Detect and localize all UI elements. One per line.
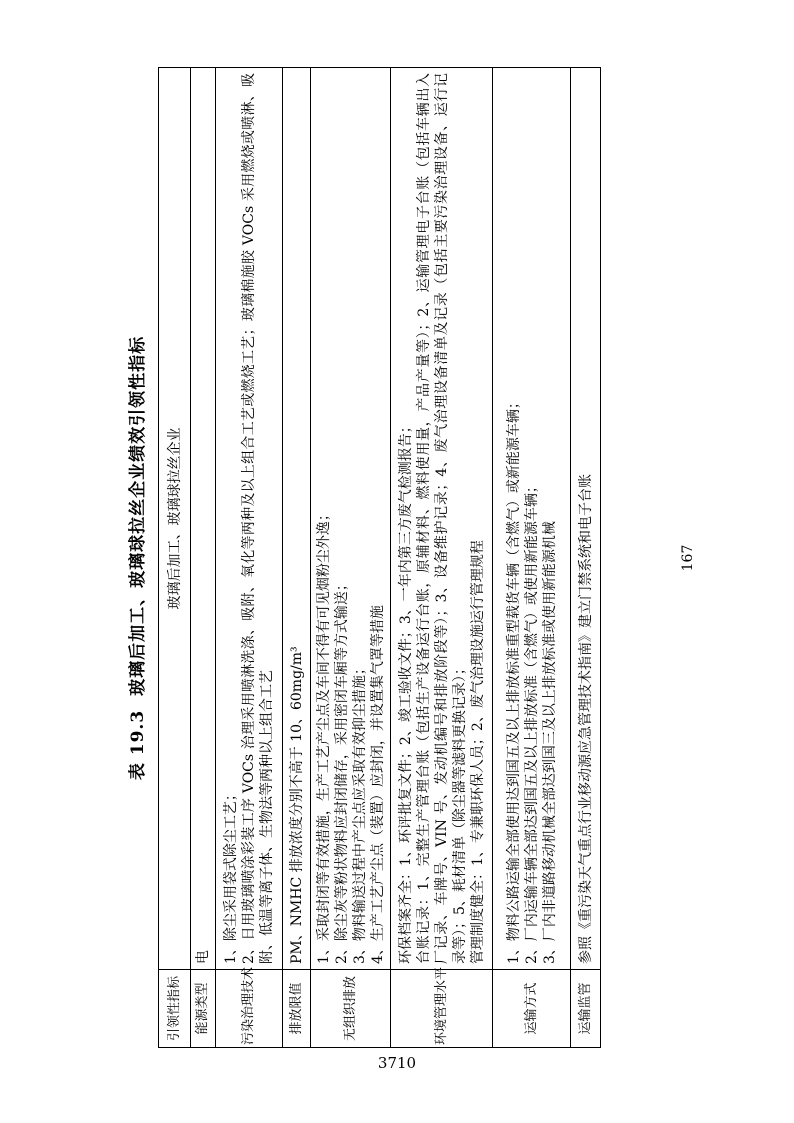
content-line: 参照《重污染天气重点行业移动源应急管理技术指南》建立门禁系统和电子台账 bbox=[577, 474, 594, 964]
content-line: 2、日用玻璃喷涂彩装工序 VOCs 治理采用喷淋洗涤、吸附、氧化等两种及以上组合工艺或燃烧工艺；玻璃棉施胶 VOCs 采用燃烧或喷淋、吸 bbox=[241, 73, 257, 964]
header-indicator: 引领性指标 bbox=[159, 970, 191, 1048]
row-label: 污染治理技术 bbox=[216, 970, 283, 1048]
content-line: 台账记录：1、完整生产管理台账（包括生产设备运行台账，原辅材料、燃料使用量，产品产量等）；2、运输管理电子台账（包括车辆出入 bbox=[415, 73, 432, 964]
content-line: 3、厂内非道路移动机械全部达到国三及以上排放标准或使用新能源机械 bbox=[541, 521, 558, 964]
row-label: 排放限值 bbox=[283, 970, 311, 1048]
row-environmental-management bbox=[391, 68, 493, 1048]
indicator-table bbox=[158, 67, 601, 1048]
content-line: 1、采取封闭等有效措施，生产工艺产尘点及车间不得有可见烟粉尘外逸； bbox=[315, 507, 332, 964]
content-line: 环保档案齐全：1、环评批复文件；2、竣工验收文件；3、一年内第三方废气检测报告； bbox=[397, 419, 414, 964]
content-line: 厂记录、车牌号、VIN 号、发动机编号和排放阶段等）；3、设备维护记录；4、废气治理设备清单及记录（包括主要污染治理设备、运行记 bbox=[433, 73, 450, 964]
row-content bbox=[311, 68, 391, 970]
row-label: 环境管理水平 bbox=[391, 970, 493, 1048]
table-number: 表 19.3 bbox=[128, 709, 148, 781]
content-line: 3、物料输送过程中产尘点应采取有效抑尘措施； bbox=[351, 661, 368, 964]
row-label: 无组织排放 bbox=[311, 970, 391, 1048]
row-label: 运输监管 bbox=[571, 970, 601, 1048]
content-line: 附、低温等离子体、生物法等两种以上组合工艺 bbox=[259, 670, 275, 964]
row-content bbox=[493, 68, 571, 970]
row-fugitive-emissions bbox=[311, 68, 391, 1048]
row-label: 运输方式 bbox=[493, 970, 571, 1048]
content-line: 管理制度健全：1、专兼职环保人员；2、废气治理设施运行管理规程 bbox=[469, 540, 486, 964]
row-content bbox=[391, 68, 493, 970]
row-content bbox=[283, 68, 311, 970]
content-line: 2、除尘灰等粉状物料应封闭储存，采用密闭车厢等方式输送； bbox=[333, 577, 350, 964]
content-line: 2、厂内运输车辆全部达到国五及以上排放标准（含燃气）或使用新能源车辆； bbox=[523, 479, 540, 964]
content-line: 1、物料公路运输全部使用达到国五及以上排放标准重型载货车辆（含燃气）或新能源车辆； bbox=[505, 395, 522, 964]
row-content bbox=[571, 68, 601, 970]
page-number: 167 bbox=[680, 544, 696, 572]
content-line: PM、NMHC 排放浓度分别不高于 10、60mg/m³ bbox=[288, 646, 305, 964]
table-title bbox=[127, 68, 149, 1048]
row-pollution-control-technology bbox=[216, 68, 283, 1048]
table-header-row bbox=[159, 68, 191, 1048]
content-line: 4、生产工艺产尘点（装置）应封闭，并设置集气罩等措施 bbox=[369, 605, 386, 964]
row-energy-type bbox=[191, 68, 216, 1048]
header-enterprise: 玻璃后加工、玻璃球拉丝企业 bbox=[159, 68, 191, 970]
row-label: 能源类型 bbox=[191, 970, 216, 1048]
content-line: 电 bbox=[195, 950, 211, 964]
row-transport-supervision bbox=[571, 68, 601, 1048]
row-transport-mode bbox=[493, 68, 571, 1048]
row-emission-limits bbox=[283, 68, 311, 1048]
content-line: 1、除尘采用袋式除尘工艺； bbox=[223, 787, 239, 964]
footer-number: 3710 bbox=[377, 1054, 417, 1072]
table-title-text: 玻璃后加工、玻璃球拉丝企业绩效引领性指标 bbox=[128, 335, 148, 696]
row-content bbox=[216, 68, 283, 970]
content-line: 录等）；5、耗材清单（除尘器等滤料更换记录）； bbox=[451, 661, 468, 964]
row-content bbox=[191, 68, 216, 970]
